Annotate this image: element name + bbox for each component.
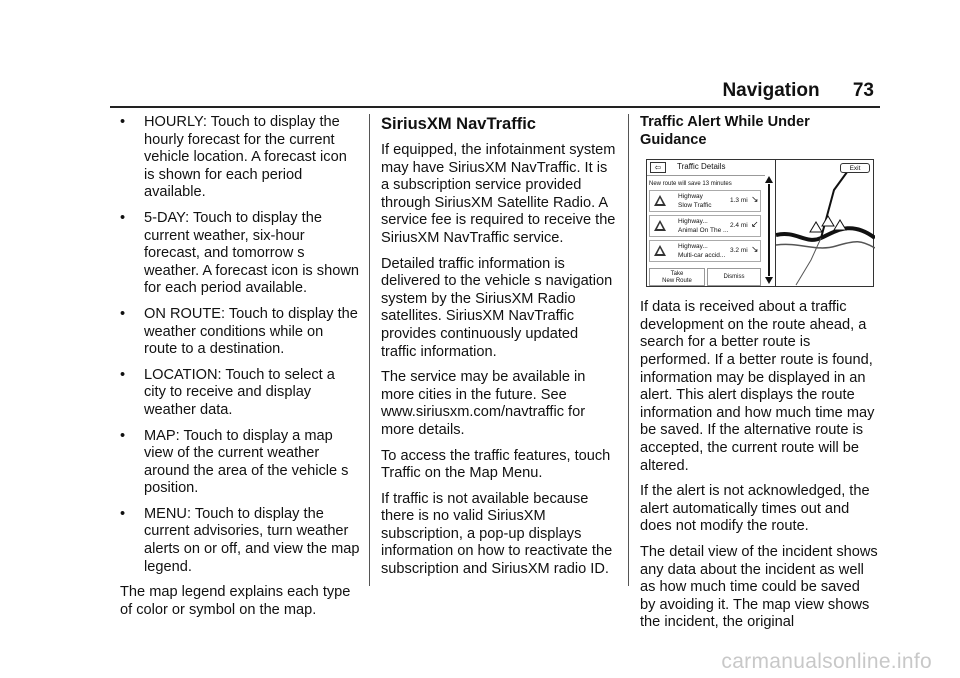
column-1 [120,114,360,627]
incident-distance: 2.4 mi [730,222,748,230]
incident-distance: 1.3 mi [730,197,748,205]
column-2 [381,114,617,587]
paragraph: The service may be available in more cities in the future. See www.siriusxm.com/navtraffic for more details. [381,369,586,438]
route-map [775,160,874,286]
list-item [120,367,360,420]
paragraph: The detail view of the incident shows any data about the incident as well as how much time could be saved by avoiding it. The map view shows the incident, the original [640,543,878,631]
paragraph-map-legend: The map legend explains each type of color or symbol on the map. [120,584,351,618]
list-item-text: HOURLY: Touch to display the hourly forecast for the current vehicle location. A forecast icon is shown for each period available. [144,114,347,201]
screen-title: Traffic Details [677,162,726,172]
section-title: Navigation [722,80,820,101]
back-arrow-icon: ⇦ [650,162,666,173]
list-item-text: 5-DAY: Touch to display the current weather, six-hour forecast, and tomorrow s weather. A forecast icon is shown for each period available. [144,209,359,297]
incident-road: Highway... [678,218,708,226]
bullet-dot: • [120,114,126,130]
scroll-up-icon [765,176,773,183]
list-item [120,506,360,576]
incident-distance: 3.2 mi [730,247,748,255]
page-header [722,80,874,102]
bullet-dot: • [120,366,126,383]
bullet-dot: • [120,427,126,444]
button-label: Take [670,271,684,278]
scroll-track [768,184,770,276]
warning-icon [654,220,666,231]
list-item [120,428,360,498]
section-heading: SiriusXM NavTraffic [381,115,536,133]
column-divider [369,114,370,586]
list-item-text: MAP: Touch to display a map view of the current weather around the area of the vehicle s position. [144,427,349,497]
watermark-footer: carmanualsonline.info [721,650,932,673]
incident-type: Multi-car accid... [678,252,726,260]
scroll-down-icon [765,277,773,284]
warning-icon [654,195,666,206]
list-item [120,114,360,202]
warning-icon [654,245,666,256]
incident-row [649,215,761,237]
paragraph: If equipped, the infotainment system may have SiriusXM NavTraffic. It is a subscription service provided through SiriusXM Satellite Radio. A service fee is required to receive the SiriusXM NavTraffic service. [381,142,616,246]
list-item-text: MENU: Touch to display the current advisories, turn weather alerts on or off, and view the map legend. [144,505,360,575]
column-3 [640,114,878,640]
header-rule [110,106,880,108]
column-divider [628,114,629,586]
direction-arrow-icon: ↘ [751,244,759,255]
incident-road: Highway [678,193,703,201]
bullet-dot: • [120,209,126,226]
time-saved-text: New route will save 13 minutes [649,181,732,188]
page-number: 73 [852,80,874,101]
direction-arrow-icon: ↙ [751,219,759,230]
route-map-drawing [776,160,875,286]
incident-type: Animal On The ... [678,227,729,235]
scrollbar [765,176,773,284]
dismiss-button: Dismiss [707,268,761,286]
paragraph: If traffic is not available because there is no valid SiriusXM subscription, a pop-up displays information on how to reactivate the subscription and SiriusXM radio ID. [381,490,613,578]
incident-road: Highway... [678,243,708,251]
traffic-details-screenshot [646,159,874,287]
list-item [120,210,360,298]
bullet-dot: • [120,505,126,522]
incident-row [649,240,761,262]
list-item-text: LOCATION: Touch to select a city to receive and display weather data. [144,366,335,418]
paragraph: If the alert is not acknowledged, the alert automatically times out and does not modify the route. [640,483,870,535]
paragraph: If data is received about a traffic development on the route ahead, a search for a better route is performed. If a better route is found, information may be displayed in an alert. This alert displays the route information and how much time may be saved. If the alternative route is accepted, the current route will be altered. [640,299,875,474]
direction-arrow-icon: ↘ [751,194,759,205]
paragraph: Detailed traffic information is delivered to the vehicle s navigation system by the SiriusXM Radio satellites. SiriusXM NavTraffic provides continuously updated traffic information. [381,255,613,360]
exit-button: Exit [840,163,870,173]
list-item-text: ON ROUTE: Touch to display the weather conditions while on route to a destination. [144,305,358,358]
button-label: New Route [662,278,692,285]
subsection-heading: Traffic Alert While Under Guidance [640,114,810,148]
list-item [120,306,360,359]
take-new-route-button [649,268,705,286]
incident-row [649,190,761,212]
paragraph: To access the traffic features, touch Traffic on the Map Menu. [381,447,611,482]
bullet-dot: • [120,305,126,322]
screen-title-bar [647,160,765,176]
incident-type: Slow Traffic [678,202,712,210]
